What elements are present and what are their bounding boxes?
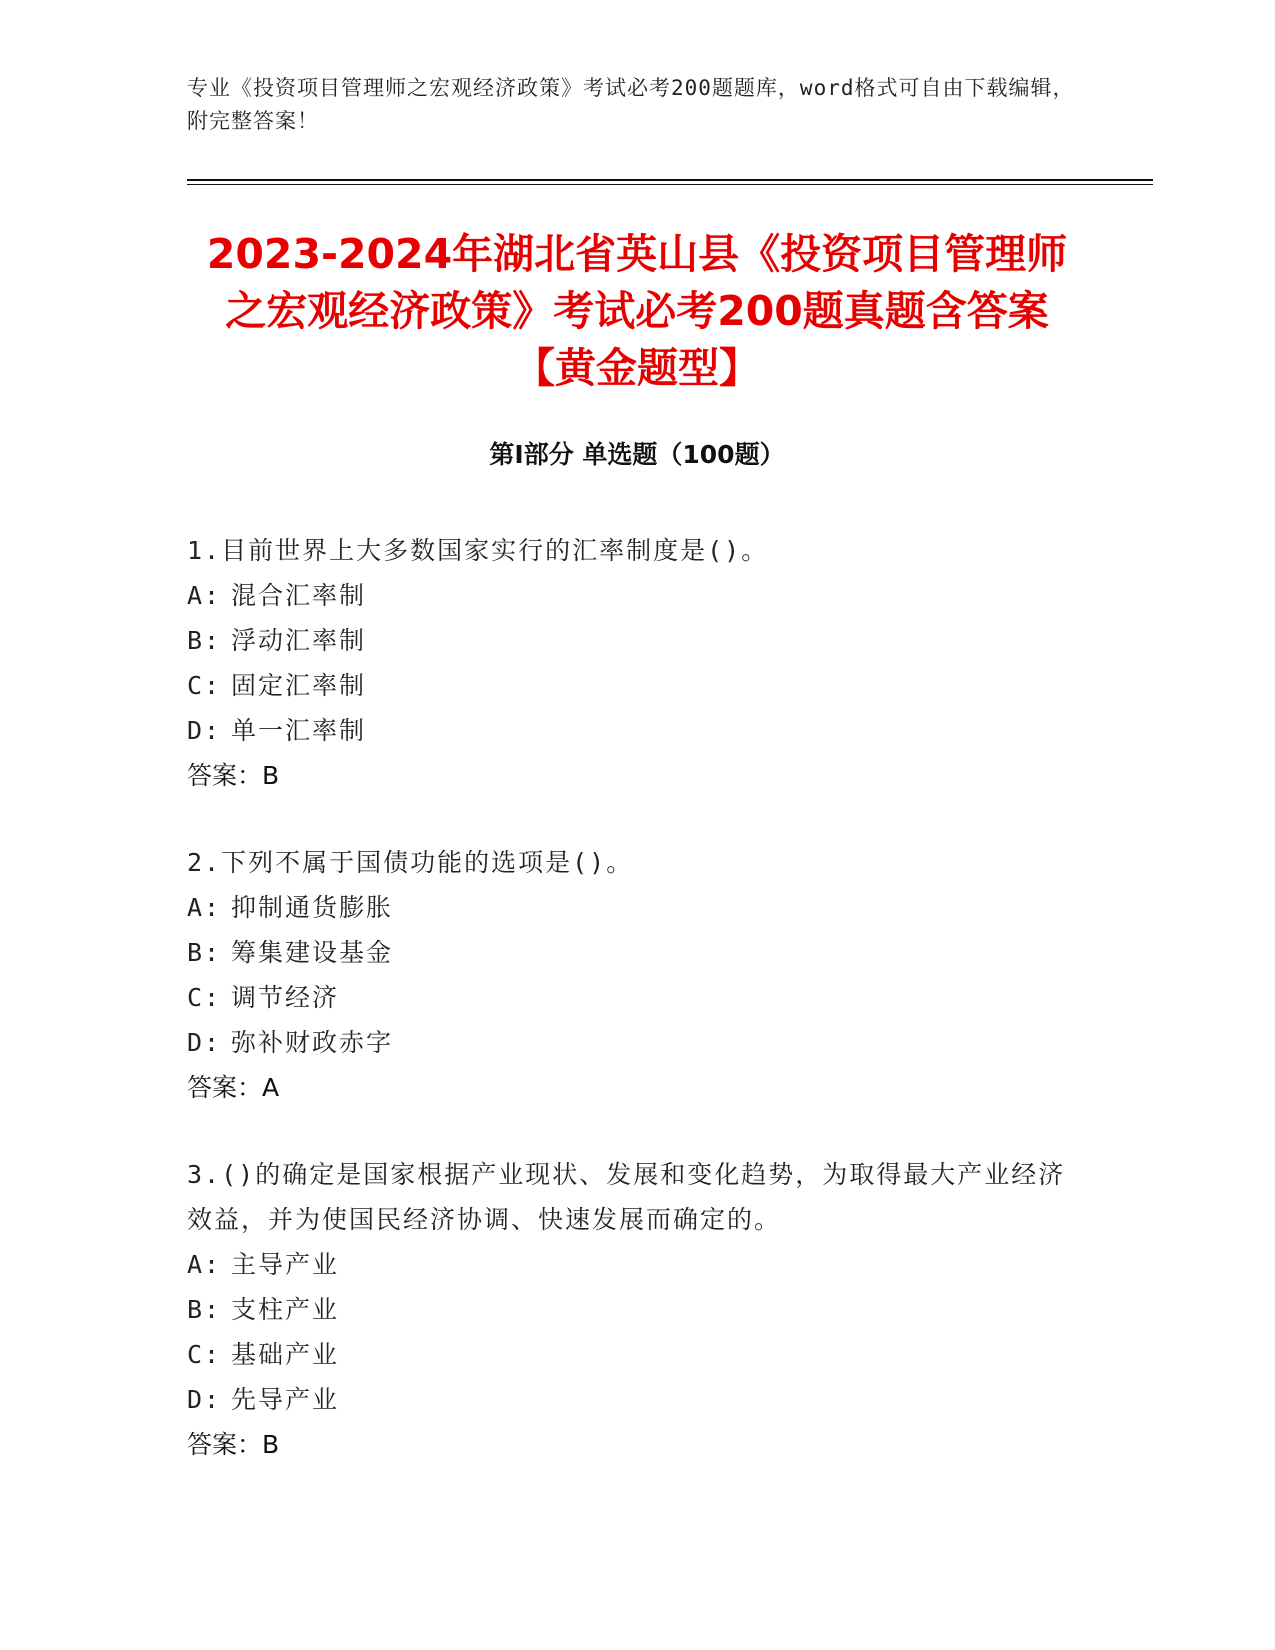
- option-text: 固定汇率制: [231, 671, 367, 700]
- option-d: [187, 1377, 1067, 1422]
- document-title: 2023-2024年湖北省英山县《投资项目管理师之宏观经济政策》考试必考200题真题含答案【黄金题型】: [206, 230, 1068, 392]
- option-text: 混合汇率制: [231, 581, 367, 610]
- answer-line: 答案：B: [187, 761, 280, 790]
- option-letter: C:: [187, 671, 222, 700]
- option-letter: A:: [187, 893, 222, 922]
- option-text: 单一汇率制: [231, 716, 367, 745]
- option-b: [187, 930, 1067, 975]
- option-letter: A:: [187, 581, 222, 610]
- option-a: [187, 573, 1067, 618]
- option-d: [187, 708, 1067, 753]
- option-letter: D:: [187, 1028, 222, 1057]
- option-letter: C:: [187, 983, 222, 1012]
- option-text: 抑制通货膨胀: [231, 893, 394, 922]
- option-letter: B:: [187, 1295, 222, 1324]
- question-3: [187, 1152, 1067, 1467]
- option-c: [187, 1332, 1067, 1377]
- option-text: 支柱产业: [231, 1295, 340, 1324]
- option-b: [187, 1287, 1067, 1332]
- question-2: [187, 840, 1067, 1110]
- option-b: [187, 618, 1067, 663]
- option-text: 调节经济: [231, 983, 340, 1012]
- section-title: 第I部分 单选题（100题）: [489, 440, 785, 469]
- header-divider-thin: [187, 184, 1153, 185]
- answer-line: 答案：B: [187, 1430, 280, 1459]
- header-divider-thick: [187, 179, 1153, 181]
- question-stem: 3.()的确定是国家根据产业现状、发展和变化趋势，为取得最大产业经济效益，并为使国民经济协调、快速发展而确定的。: [187, 1160, 1066, 1234]
- question-list: [187, 528, 1067, 1509]
- option-letter: D:: [187, 1385, 222, 1414]
- option-d: [187, 1020, 1067, 1065]
- option-text: 基础产业: [231, 1340, 340, 1369]
- option-text: 浮动汇率制: [231, 626, 367, 655]
- option-letter: A:: [187, 1250, 222, 1279]
- option-letter: B:: [187, 626, 222, 655]
- answer-line: 答案：A: [187, 1073, 280, 1102]
- option-text: 先导产业: [231, 1385, 340, 1414]
- option-text: 主导产业: [231, 1250, 340, 1279]
- option-letter: B:: [187, 938, 222, 967]
- option-a: [187, 885, 1067, 930]
- question-stem: 2.下列不属于国债功能的选项是()。: [187, 848, 634, 877]
- option-text: 弥补财政赤字: [231, 1028, 394, 1057]
- option-c: [187, 663, 1067, 708]
- option-c: [187, 975, 1067, 1020]
- question-1: [187, 528, 1067, 798]
- header-note: 专业《投资项目管理师之宏观经济政策》考试必考200题题库，word格式可自由下载编辑，附完整答案！: [187, 76, 1075, 133]
- option-letter: D:: [187, 716, 222, 745]
- option-a: [187, 1242, 1067, 1287]
- question-stem: 1.目前世界上大多数国家实行的汇率制度是()。: [187, 536, 769, 565]
- option-text: 筹集建设基金: [231, 938, 394, 967]
- option-letter: C:: [187, 1340, 222, 1369]
